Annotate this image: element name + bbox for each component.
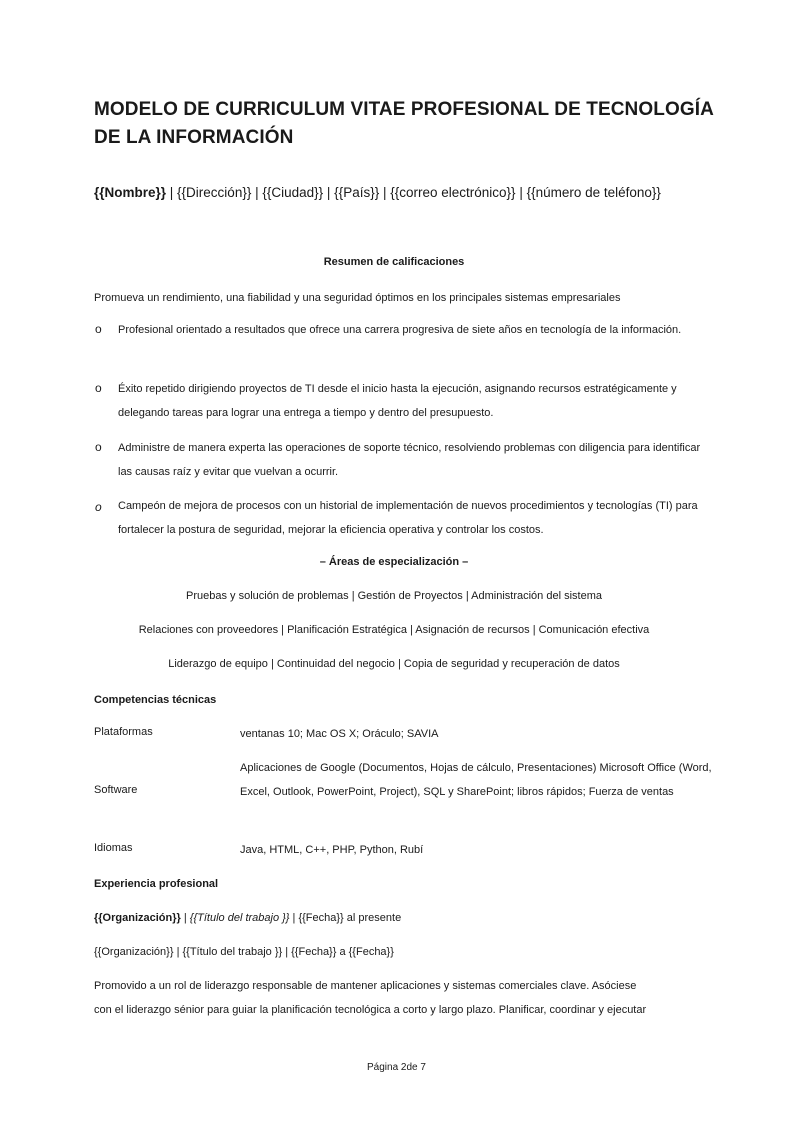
expertise-heading: – Áreas de especialización –	[319, 556, 469, 568]
expertise-row: Liderazgo de equipo | Continuidad del negocio | Copia de seguridad y recuperación de datos	[168, 658, 620, 670]
expertise-row: Pruebas y solución de problemas | Gestión de Proyectos | Administración del sistema	[186, 590, 602, 602]
summary-heading: Resumen de calificaciones	[323, 256, 465, 268]
job1-sep: |	[180, 912, 190, 924]
tech-label-platforms: Plataformas	[94, 726, 153, 738]
contact-name: {{Nombre}}	[94, 185, 167, 200]
tech-label-languages: Idiomas	[94, 842, 133, 854]
document-title: MODELO DE CURRICULUM VITAE PROFESIONAL DE TECNOLOGÍA DE LA INFORMACIÓN	[94, 99, 714, 148]
bullet-item: Administre de manera experta las operaciones de soporte técnico, resolviendo problemas con diligencia para identificar las causas raíz y evitar que vuelvan a ocurrir.	[118, 442, 701, 478]
experience-heading: Experiencia profesional	[94, 878, 219, 890]
job-line-2: {{Organización}} | {{Título del trabajo }} | {{Fecha}} a {{Fecha}}	[94, 946, 394, 958]
paragraph-line: con el liderazgo sénior para guiar la planificación tecnológica a corto y largo plazo. Planificar, coordinar y ejecutar	[94, 1004, 647, 1016]
bullet-marker: o	[95, 440, 102, 454]
summary-intro: Promueva un rendimiento, una fiabilidad y una seguridad óptimos en los principales sistemas empresariales	[94, 292, 621, 304]
bullet-marker: o	[95, 500, 102, 514]
bullet-item: Éxito repetido dirigiendo proyectos de TI desde el inicio hasta la ejecución, asignando recursos estratégicamente y delegando tareas para lograr una entrega a tiempo y dentro del presupuesto.	[118, 383, 677, 419]
contact-line	[94, 182, 704, 204]
contact-details: | {{Dirección}} | {{Ciudad}} | {{País}} | {{correo electrónico}} | {{número de teléfono}}	[166, 185, 661, 200]
bullet-item: Campeón de mejora de procesos con un historial de implementación de nuevos procedimientos y tecnologías (TI) para fortalecer la postura de seguridad, mejorar la eficiencia operativa y controlar los costos.	[118, 500, 698, 536]
bullet-marker: o	[95, 322, 102, 336]
tech-heading: Competencias técnicas	[94, 694, 217, 706]
tech-value-languages: Java, HTML, C++, PHP, Python, Rubí	[240, 844, 424, 856]
job1-title: {{Título del trabajo }}	[189, 912, 290, 924]
job-line-1	[94, 910, 401, 926]
bullet-marker: o	[95, 381, 102, 395]
page-footer: Página 2de 7	[367, 1062, 426, 1073]
bullet-item: Profesional orientado a resultados que ofrece una carrera progresiva de siete años en tecnología de la información.	[118, 324, 682, 336]
job1-date: | {{Fecha}} al presente	[289, 912, 402, 924]
tech-value-platforms: ventanas 10; Mac OS X; Oráculo; SAVIA	[240, 728, 439, 740]
tech-value-software: Aplicaciones de Google (Documentos, Hojas de cálculo, Presentaciones) Microsoft Office (Word, Excel, Outlook, PowerPoint, Project), SQL y SharePoint; libros rápidos; Fuerza de ventas	[240, 762, 712, 798]
job1-org: {{Organización}}	[94, 912, 181, 924]
paragraph-line: Promovido a un rol de liderazgo responsable de mantener aplicaciones y sistemas comerciales clave. Asóciese	[94, 980, 637, 992]
tech-label-software: Software	[94, 784, 138, 796]
expertise-row: Relaciones con proveedores | Planificación Estratégica | Asignación de recursos | Comunicación efectiva	[138, 624, 650, 636]
